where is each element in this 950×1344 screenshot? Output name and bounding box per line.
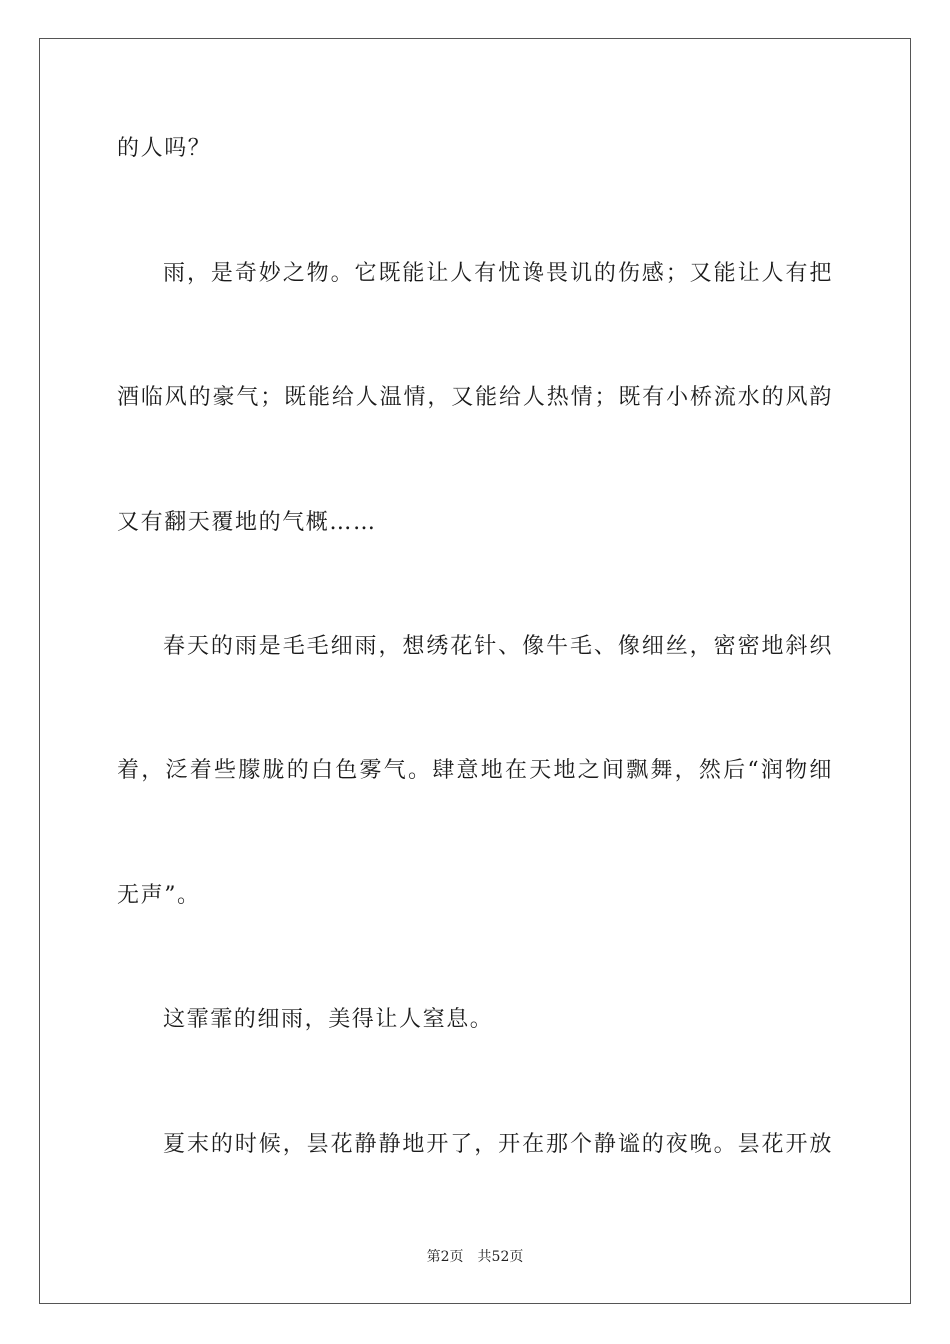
paragraph-line: 夏末的时候，昙花静静地开了，开在那个静谧的夜晚。昙花开放 (163, 1132, 833, 1157)
page-total: 共52页 (477, 1249, 524, 1265)
paragraph-line: 酒临风的豪气；既能给人温情，又能给人热情；既有小桥流水的风韵 (117, 385, 833, 410)
paragraph-line: 春天的雨是毛毛细雨，想绣花针、像牛毛、像细丝，密密地斜织 (163, 634, 833, 659)
page-footer (0, 1248, 950, 1266)
text-line: 的人吗？ (117, 136, 212, 161)
paragraph-line: 着，泛着些朦胧的白色雾气。肆意地在天地之间飘舞，然后“润物细 (117, 758, 833, 783)
paragraph-line: 无声”。 (117, 883, 201, 908)
page-border (39, 38, 911, 1304)
page-number: 第2页 (426, 1249, 464, 1265)
paragraph-line: 又有翻天覆地的气概…… (117, 510, 377, 535)
paragraph-line: 雨，是奇妙之物。它既能让人有忧谗畏讥的伤感；又能让人有把 (163, 261, 833, 286)
paragraph-line: 这霏霏的细雨，美得让人窒息。 (163, 1007, 494, 1032)
